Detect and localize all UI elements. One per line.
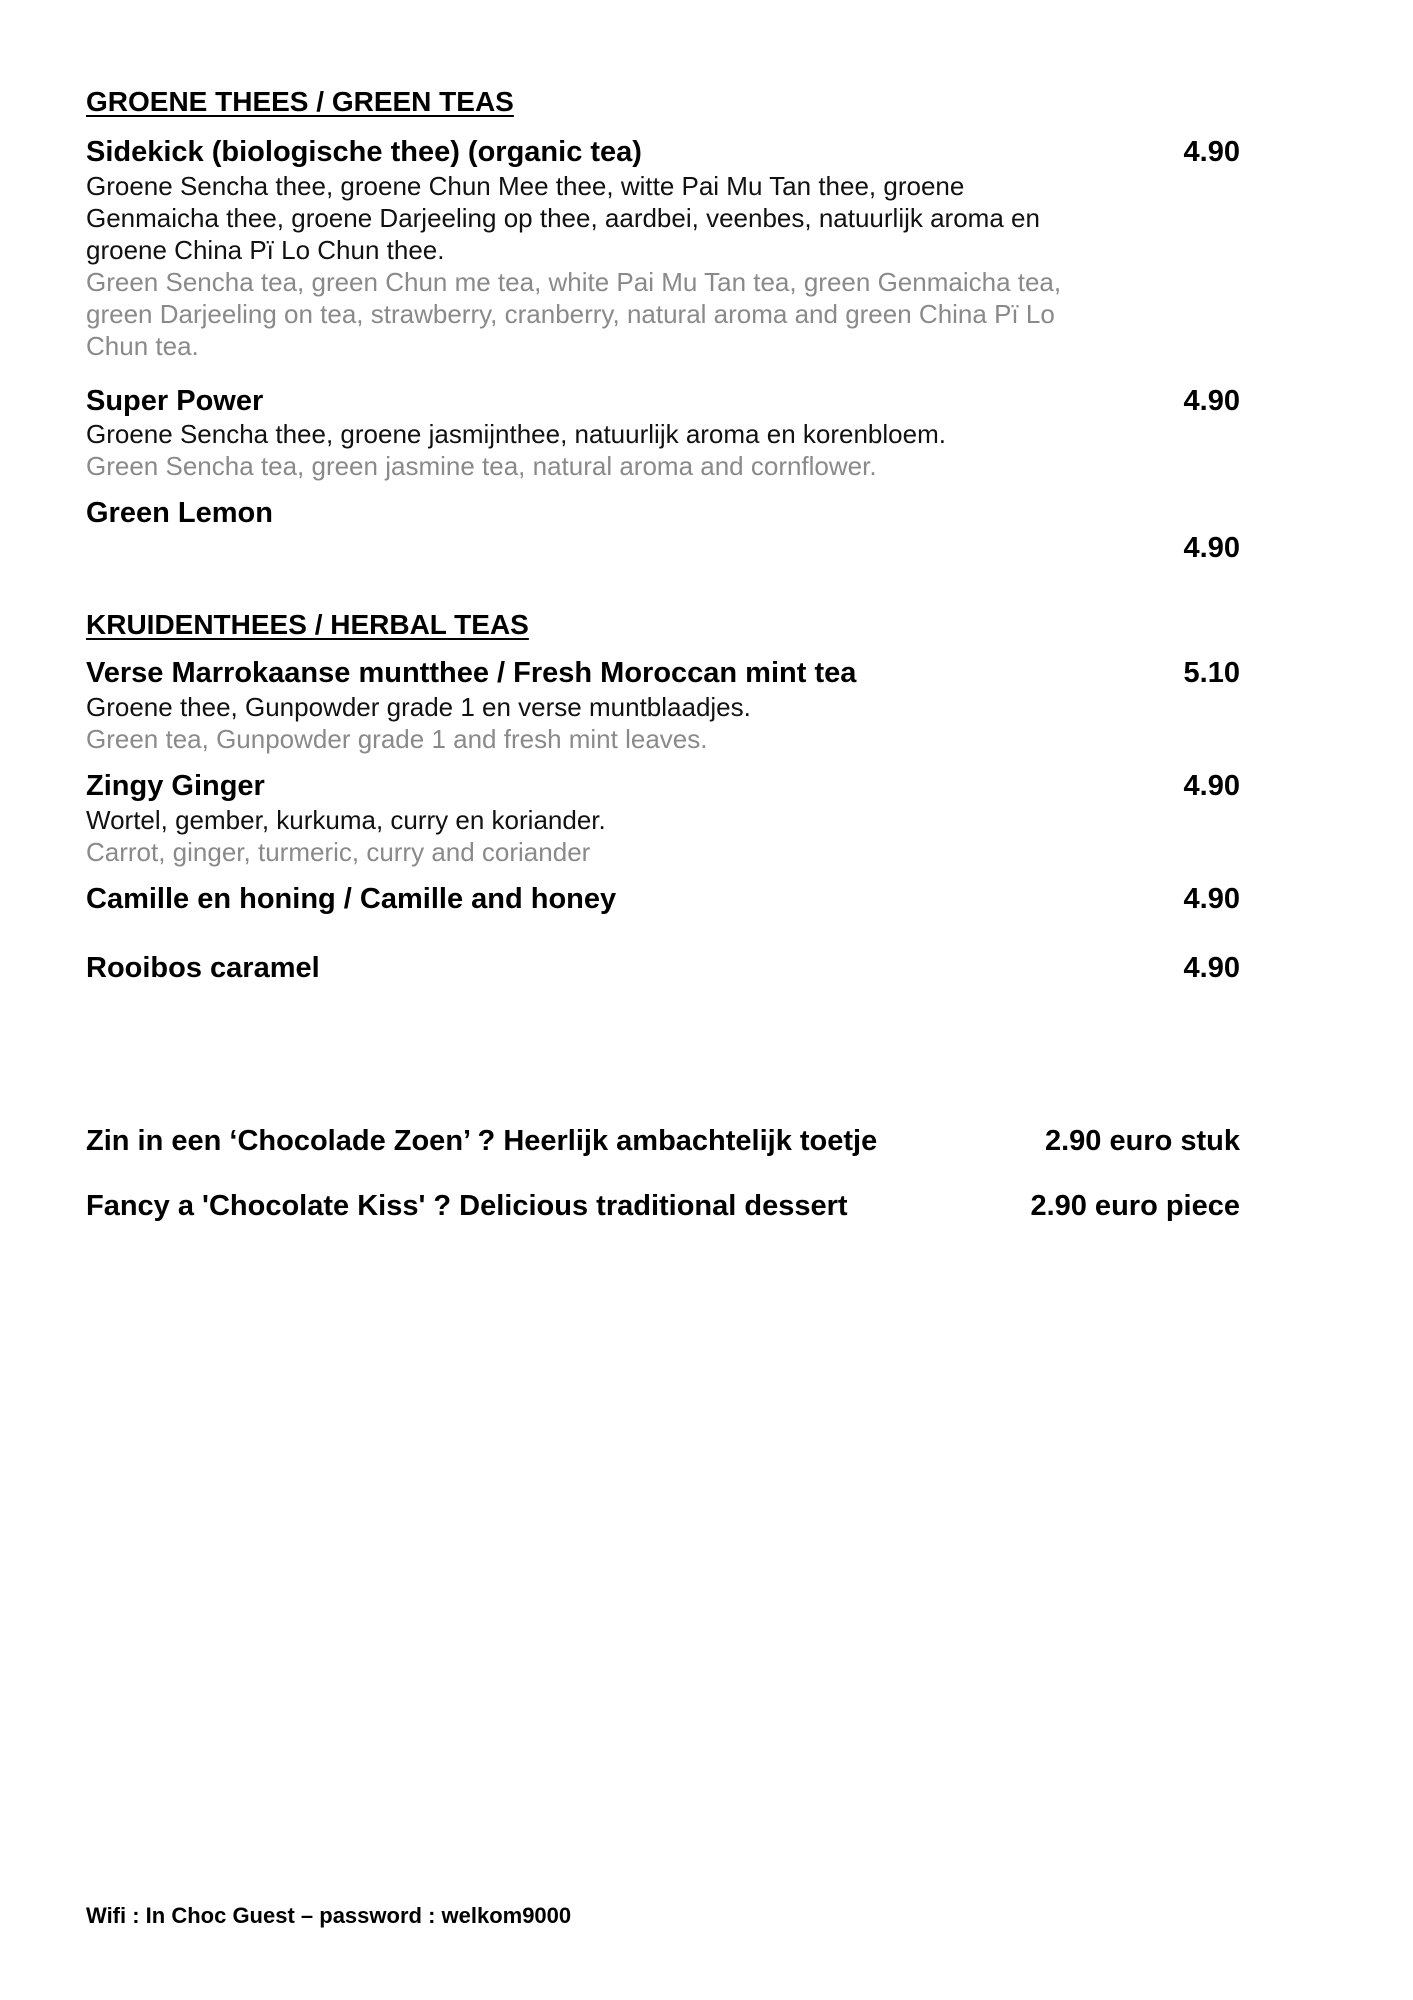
item-name-green-lemon: Green Lemon [86,497,273,529]
item-name-camille: Camille en honing / Camille and honey [86,883,617,915]
item-name-mint-tea: Verse Marrokaanse muntthee / Fresh Moroccan mint tea [86,657,857,689]
item-price-super-power: 4.90 [1183,385,1240,417]
item-desc-en-sidekick: Green Sencha tea, green Chun me tea, white Pai Mu Tan tea, green Genmaicha tea, green Darjeeling on tea, strawberry, cranberry, natural aroma and green China Pï Lo Chun tea. [86,267,1062,361]
item-price-mint-tea: 5.10 [1183,657,1240,689]
item-desc-nl-zingy-ginger: Wortel, gember, kurkuma, curry en koriander. [86,805,606,835]
item-price-green-lemon: 4.90 [1183,532,1240,564]
item-name-zingy-ginger: Zingy Ginger [86,770,265,802]
item-price-sidekick: 4.90 [1183,136,1240,168]
chocolate-offer-en: Fancy a 'Chocolate Kiss' ? Delicious traditional dessert [86,1190,848,1222]
item-name-super-power: Super Power [86,385,264,417]
item-desc-nl-sidekick: Groene Sencha thee, groene Chun Mee thee, witte Pai Mu Tan thee, groene Genmaicha thee, groene Darjeeling op thee, aardbei, veenbes, natuurlijk aroma en groene China Pï Lo Chun thee. [86,171,1040,265]
wifi-info: Wifi : In Choc Guest – password : welkom9000 [86,1903,572,1928]
chocolate-offer-nl: Zin in een ‘Chocolade Zoen’ ? Heerlijk ambachtelijk toetje [86,1125,878,1157]
item-price-zingy-ginger: 4.90 [1183,770,1240,802]
item-desc-nl-mint-tea: Groene thee, Gunpowder grade 1 en verse muntblaadjes. [86,692,751,722]
item-desc-en-zingy-ginger: Carrot, ginger, turmeric, curry and coriander [86,837,591,867]
item-desc-en-super-power: Green Sencha tea, green jasmine tea, natural aroma and cornflower. [86,451,877,481]
item-name-sidekick: Sidekick (biologische thee) (organic tea) [86,136,642,168]
item-name-rooibos: Rooibos caramel [86,952,320,984]
item-price-camille: 4.90 [1183,883,1240,915]
green-teas-heading: GROENE THEES / GREEN TEAS [86,86,514,117]
herbal-teas-heading: KRUIDENTHEES / HERBAL TEAS [86,609,529,640]
item-desc-en-mint-tea: Green tea, Gunpowder grade 1 and fresh mint leaves. [86,724,708,754]
chocolate-price-nl: 2.90 euro stuk [1044,1125,1240,1157]
item-desc-nl-super-power: Groene Sencha thee, groene jasmijnthee, natuurlijk aroma en korenbloem. [86,419,946,449]
chocolate-price-en: 2.90 euro piece [1030,1190,1240,1222]
item-price-rooibos: 4.90 [1183,952,1240,984]
